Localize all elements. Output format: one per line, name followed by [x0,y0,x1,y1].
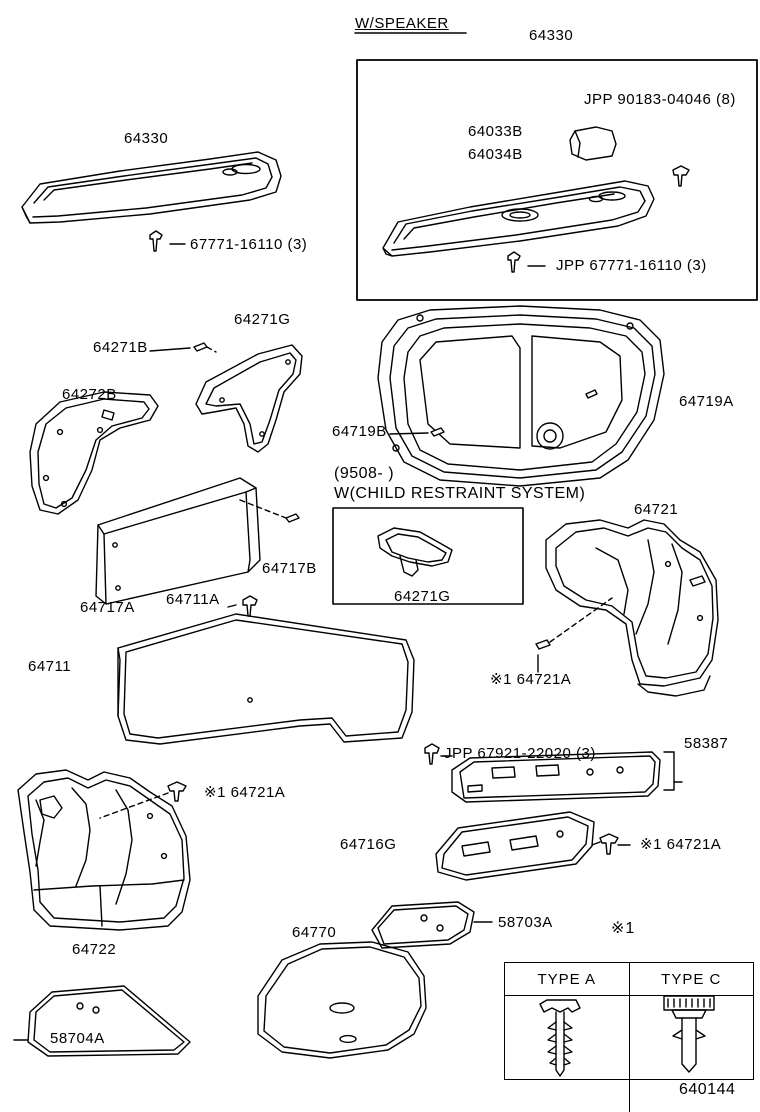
callout-64721a-mid: ※1 64721A [490,671,572,688]
callout-jpp-67921: JPP 67921-22020 (3) [444,745,596,762]
callout-64271g-box: 64271G [394,588,451,605]
callout-64721a-left: ※1 64721A [204,784,286,801]
callout-64721: 64721 [634,501,679,518]
callout-64330-top: 64330 [529,27,574,44]
callout-64719b: 64719B [332,423,387,440]
callout-58703a: 58703A [498,914,553,931]
callout-jpp-90183: JPP 90183-04046 (8) [584,91,736,108]
callout-64721a-right: ※1 64721A [640,836,722,853]
callout-64770: 64770 [292,924,337,941]
drawing-number: 640144 [679,1081,736,1098]
callout-64271b: 64271B [93,339,148,356]
callout-67771-left: 67771-16110 (3) [190,236,308,253]
callout-64330-left: 64330 [124,130,169,147]
section-header-child-restraint-2: W(CHILD RESTRAINT SYSTEM) [334,485,586,502]
callout-64711: 64711 [28,658,72,675]
callout-58387: 58387 [684,735,729,752]
section-header-child-restraint-1: (9508- ) [334,465,395,482]
callout-64711a: 64711A [166,591,220,608]
section-header-w-speaker: W/SPEAKER [355,15,449,32]
clip-type-legend-table [504,962,754,1080]
callout-64719a: 64719A [679,393,734,410]
callout-64722: 64722 [72,941,117,958]
callout-64033b: 64033B [468,123,523,140]
callout-64716g: 64716G [340,836,397,853]
legend-header-type-c: TYPE C [661,970,722,988]
callout-64272b: 64272B [62,386,117,403]
legend-marker: ※1 [611,920,636,937]
legend-cell-type-a [505,996,630,1112]
callout-64717b: 64717B [262,560,317,577]
callout-64034b: 64034B [468,146,523,163]
callout-64271g-top: 64271G [234,311,291,328]
callout-64717a: 64717A [80,599,135,616]
callout-58704a: 58704A [50,1030,105,1047]
legend-header-type-a: TYPE A [505,963,630,995]
callout-jpp-67771: JPP 67771-16110 (3) [556,257,707,274]
